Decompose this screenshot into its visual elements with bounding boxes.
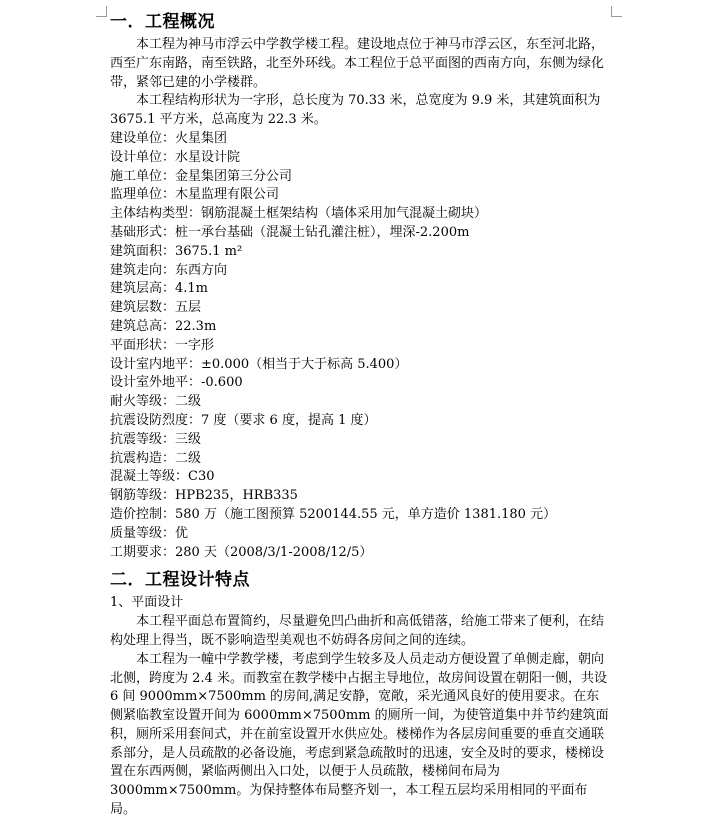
spec-item: 建筑走向：东西方向 [110, 262, 228, 278]
spec-item: 造价控制：580 万（施工图预算 5200144.55 元，单方造价 1381.180 元） [110, 506, 557, 522]
section1-intro-paragraph-2: 本工程结构形状为一字形，总长度为 70.33 米，总宽度为 9.9 米，其建筑面积为 3675.1 平方米，总高度为 22.3 米。 [110, 93, 601, 128]
spec-item: 建筑总高：22.3m [110, 318, 217, 334]
section2-paragraph-1: 本工程平面总布置简约，尽量避免凹凸曲折和高低错落，给施工带来了便利，在结构处理上得当，既不影响造型美观也不妨碍各房间之间的连续。 [110, 614, 605, 648]
spec-item: 抗震构造：二级 [110, 450, 202, 466]
spec-item: 混凝土等级：C30 [110, 469, 215, 485]
spec-item: 设计室外地平：-0.600 [110, 375, 243, 391]
spec-item: 设计单位：水星设计院 [110, 149, 241, 165]
subsection-title: 1、平面设计 [110, 595, 184, 611]
section1-intro-paragraph-1: 本工程为神马市浮云中学教学楼工程。建设地点位于神马市浮云区，东至河北路，西至广东南路，南至铁路，北至外环线。本工程位于总平面图的西南方向，东侧为绿化带，紧邻已建的小学楼群。 [110, 37, 605, 90]
spec-item: 钢筋等级：HPB235，HRB335 [110, 488, 298, 504]
spec-item: 基础形式：桩一承台基础（混凝土钻孔灌注桩），埋深-2.200m [110, 224, 470, 240]
section2-paragraph-2: 本工程为一幢中学教学楼，考虑到学生较多及人员走动方便设置了单侧走廊，朝向北侧，跨度为 2.4 米。而教室在教学楼中占据主导地位，故房间设置在朝阳一侧，共设 6 间 9000mm×7500mm 的房间,满足安静，宽敞，采光通风良好的使用要求。在东侧紧临教室设置开间为 6000mm×7500mm 的厕所一间，为使管道集中并节约建筑面积，厕所采用套间式，并在前室设置开水供应处。楼梯作为各层房间重要的垂直交通联系部分，是人员疏散的必备设施，考虑到紧急疏散时的迅速，安全及时的要求，楼梯设置在东西两侧，紧临两侧出入口处，以便于人员疏散，楼梯间布局为 3000mm×7500mm。为保持整体布局整齐划一，本工程五层均采用相同的平面布局。 [110, 651, 609, 818]
spec-item: 建筑层高：4.1m [110, 281, 209, 297]
spec-item: 建筑层数：五层 [110, 300, 202, 316]
project-spec-list [110, 130, 612, 562]
margin-corner-mark-left [96, 6, 107, 17]
spec-item: 质量等级：优 [110, 525, 189, 541]
document-content [110, 8, 612, 820]
spec-item: 监理单位：木星监理有限公司 [110, 187, 280, 203]
spec-item: 施工单位：金星集团第三分公司 [110, 168, 293, 184]
spec-item: 耐火等级：二级 [110, 394, 202, 410]
section1-heading: 一．工程概况 [110, 12, 215, 32]
spec-item: 工期要求：280 天（2008/3/1-2008/12/5） [110, 544, 373, 560]
section2-heading: 二．工程设计特点 [110, 570, 250, 591]
spec-item: 建筑面积：3675.1 m² [110, 243, 243, 259]
spec-item: 抗震设防烈度：7 度（要求 6 度，提高 1 度） [110, 412, 377, 428]
spec-item: 平面形状：一字形 [110, 337, 215, 353]
spec-item: 抗震等级：三级 [110, 431, 202, 447]
spec-item: 建设单位：火星集团 [110, 130, 228, 146]
margin-corner-mark-right [611, 6, 622, 17]
spec-item: 设计室内地平：±0.000（相当于大于标高 5.400） [110, 356, 408, 372]
spec-item: 主体结构类型：钢筋混凝土框架结构（墙体采用加气混凝土砌块） [110, 206, 488, 222]
